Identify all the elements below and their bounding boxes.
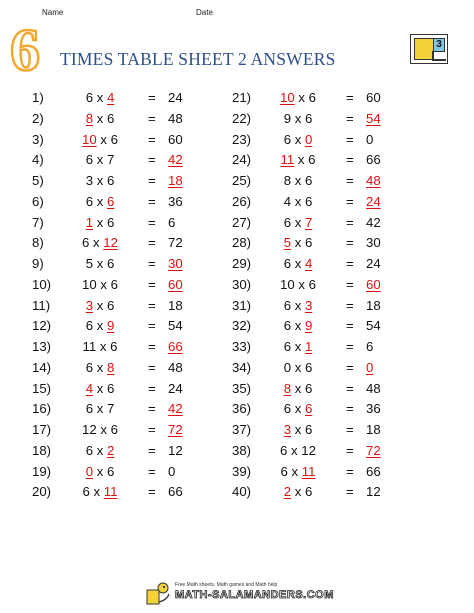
question-number: 32) [232, 318, 252, 334]
factor-a: 6 [85, 401, 94, 417]
times-sign: x [93, 173, 107, 188]
factor-a: 10 [82, 131, 97, 147]
factor-b: 6 [304, 173, 313, 188]
multiplication-expression [86, 192, 115, 212]
times-sign: x [93, 110, 107, 126]
factor-a: 1 [85, 214, 94, 230]
multiplication-expression [280, 88, 316, 108]
multiplication-expression [284, 337, 313, 357]
factor-b: 6 [304, 235, 313, 251]
footer-tagline: Free Math sheets, Math games and Math help [175, 582, 278, 588]
product-value: 30 [366, 235, 381, 251]
multiplication-expression [284, 171, 313, 191]
product-value: 72 [168, 422, 183, 437]
equals-sign: = [346, 90, 354, 105]
product-value: 42 [168, 152, 183, 168]
salamander-mascot-icon [145, 580, 171, 606]
question-number: 28) [232, 235, 252, 251]
times-sign: x [93, 152, 107, 168]
product-value: 24 [168, 380, 183, 396]
factor-a: 6 [85, 152, 94, 168]
product-value: 48 [366, 173, 381, 188]
multiplication-expression [281, 150, 316, 170]
question-number: 19) [32, 463, 52, 479]
factor-a: 12 [82, 422, 97, 437]
equals-sign: = [148, 359, 156, 375]
times-sign: x [291, 339, 305, 354]
multiplication-expression [86, 150, 115, 170]
equals-sign: = [346, 235, 354, 251]
product-value: 24 [366, 193, 381, 209]
times-sign: x [93, 359, 107, 375]
multiplication-expression [86, 109, 115, 129]
factor-a: 6 [85, 90, 94, 105]
question-number: 25) [232, 173, 252, 188]
equals-sign: = [148, 297, 156, 313]
equals-sign: = [148, 173, 156, 188]
product-value: 66 [366, 152, 381, 168]
factor-b: 2 [106, 442, 115, 458]
times-sign: x [291, 359, 305, 375]
big-number-six: 6 [10, 17, 40, 83]
factor-a: 8 [283, 380, 292, 396]
multiplication-expression [86, 399, 115, 419]
factor-b: 8 [106, 359, 115, 375]
question-number: 23) [232, 131, 252, 147]
question-number: 39) [232, 463, 252, 479]
question-number: 1) [32, 90, 44, 105]
factor-a: 6 [283, 401, 292, 417]
book-icon [414, 38, 434, 60]
factor-a: 6 [283, 339, 292, 354]
question-number: 5) [32, 173, 44, 188]
product-value: 18 [168, 173, 183, 188]
equals-sign: = [148, 484, 156, 500]
factor-a: 11 [280, 152, 295, 168]
multiplication-expression [281, 462, 316, 482]
question-number: 3) [32, 131, 44, 147]
times-sign: x [291, 297, 305, 313]
multiplication-expression [86, 296, 115, 316]
factor-a: 0 [283, 359, 292, 375]
equals-sign: = [346, 110, 354, 126]
equals-sign: = [148, 276, 156, 292]
question-number: 9) [32, 256, 44, 271]
equals-sign: = [346, 297, 354, 313]
equals-sign: = [148, 193, 156, 209]
multiplication-expression [82, 420, 118, 440]
equals-sign: = [346, 152, 354, 168]
factor-a: 6 [85, 318, 94, 334]
times-sign: x [96, 131, 111, 147]
product-value: 54 [366, 110, 381, 126]
equals-sign: = [346, 339, 354, 354]
factor-b: 9 [106, 318, 115, 334]
factor-a: 4 [283, 193, 292, 209]
equals-sign: = [346, 214, 354, 230]
question-number: 21) [232, 90, 252, 105]
factor-b: 6 [304, 359, 313, 375]
multiplication-expression [82, 275, 118, 295]
factor-b: 0 [304, 131, 313, 147]
factor-b: 9 [304, 318, 313, 334]
question-number: 22) [232, 110, 252, 126]
question-number: 30) [232, 276, 252, 292]
multiplication-expression [280, 441, 316, 461]
times-sign: x [291, 422, 305, 437]
factor-b: 4 [106, 90, 115, 105]
equals-sign: = [148, 422, 156, 437]
product-value: 66 [168, 484, 183, 500]
equals-sign: = [148, 380, 156, 396]
product-value: 60 [366, 90, 381, 105]
footer-brand: MATH-SALAMANDERS.COM [175, 589, 334, 601]
product-value: 60 [168, 276, 183, 292]
question-number: 2) [32, 110, 44, 126]
multiplication-expression [280, 275, 316, 295]
equals-sign: = [148, 90, 156, 105]
equals-sign: = [346, 193, 354, 209]
equals-sign: = [346, 422, 354, 437]
times-sign: x [291, 401, 305, 417]
equals-sign: = [346, 173, 354, 188]
product-value: 72 [366, 442, 381, 458]
equals-sign: = [148, 131, 156, 147]
factor-b: 6 [304, 484, 313, 500]
question-number: 11) [32, 297, 51, 313]
question-number: 6) [32, 193, 44, 209]
factor-a: 6 [283, 297, 292, 313]
product-value: 6 [168, 214, 176, 230]
product-value: 0 [168, 463, 176, 479]
factor-a: 8 [85, 110, 94, 126]
question-number: 15) [32, 380, 52, 396]
factor-a: 4 [85, 380, 94, 396]
factor-b: 3 [304, 297, 313, 313]
factor-b: 6 [308, 152, 316, 168]
page-title: TIMES TABLE SHEET 2 ANSWERS [60, 49, 336, 69]
logo-number: 3 [433, 38, 445, 52]
times-sign: x [294, 152, 309, 168]
product-value: 18 [366, 422, 381, 437]
multiplication-expression [284, 192, 313, 212]
product-value: 48 [168, 359, 183, 375]
times-sign: x [294, 276, 309, 292]
equals-sign: = [148, 463, 156, 479]
times-sign: x [291, 131, 305, 147]
multiplication-expression [86, 358, 115, 378]
multiplication-expression [284, 399, 313, 419]
times-sign: x [93, 193, 107, 209]
factor-a: 6 [82, 484, 90, 500]
math-salamanders-logo [410, 34, 448, 64]
product-value: 66 [168, 339, 183, 354]
equals-sign: = [148, 318, 156, 334]
factor-a: 10 [280, 276, 295, 292]
times-sign: x [287, 463, 302, 479]
factor-a: 11 [82, 339, 97, 354]
factor-b: 6 [304, 422, 313, 437]
times-sign: x [96, 339, 111, 354]
factor-a: 10 [280, 90, 295, 105]
multiplication-expression [284, 379, 313, 399]
factor-a: 6 [283, 214, 292, 230]
times-sign: x [291, 173, 305, 188]
factor-a: 5 [85, 256, 94, 271]
product-value: 0 [366, 359, 374, 375]
factor-b: 1 [304, 339, 313, 354]
factor-a: 3 [85, 173, 94, 188]
name-label: Name [42, 8, 64, 17]
factor-b: 6 [106, 256, 115, 271]
times-sign: x [96, 422, 111, 437]
times-sign: x [291, 193, 305, 209]
factor-b: 12 [103, 235, 118, 251]
factor-b: 6 [110, 131, 118, 147]
factor-b: 11 [103, 484, 118, 500]
equals-sign: = [346, 442, 354, 458]
product-value: 18 [168, 297, 183, 313]
factor-a: 6 [85, 193, 94, 209]
question-number: 34) [232, 359, 252, 375]
question-number: 7) [32, 214, 44, 230]
factor-a: 8 [283, 173, 292, 188]
factor-b: 6 [106, 297, 115, 313]
factor-b: 12 [301, 442, 316, 458]
times-sign: x [93, 442, 107, 458]
factor-b: 11 [301, 463, 316, 479]
times-sign: x [291, 214, 305, 230]
question-number: 35) [232, 380, 252, 396]
times-sign: x [291, 110, 305, 126]
multiplication-expression [86, 441, 115, 461]
factor-b: 6 [110, 276, 118, 292]
question-number: 17) [32, 422, 52, 437]
question-number: 26) [232, 193, 252, 209]
product-value: 24 [168, 90, 183, 105]
multiplication-expression [284, 254, 313, 274]
factor-b: 7 [106, 152, 115, 168]
factor-a: 10 [82, 276, 97, 292]
equals-sign: = [346, 484, 354, 500]
equals-sign: = [346, 276, 354, 292]
factor-b: 6 [304, 110, 313, 126]
multiplication-expression [284, 130, 313, 150]
equals-sign: = [346, 359, 354, 375]
equals-sign: = [148, 256, 156, 271]
product-value: 42 [366, 214, 381, 230]
multiplication-expression [86, 88, 115, 108]
times-sign: x [93, 318, 107, 334]
question-number: 40) [232, 484, 252, 500]
times-sign: x [89, 235, 104, 251]
product-value: 72 [168, 235, 183, 251]
equals-sign: = [346, 463, 354, 479]
factor-b: 6 [308, 90, 316, 105]
factor-a: 6 [85, 442, 94, 458]
question-number: 4) [32, 152, 44, 168]
times-sign: x [291, 380, 305, 396]
question-number: 38) [232, 442, 252, 458]
times-sign: x [93, 214, 107, 230]
question-number: 12) [32, 318, 52, 334]
factor-b: 6 [106, 463, 115, 479]
times-sign: x [291, 235, 305, 251]
product-value: 36 [366, 401, 381, 417]
product-value: 48 [366, 380, 381, 396]
times-sign: x [291, 318, 305, 334]
multiplication-expression [284, 296, 313, 316]
product-value: 48 [168, 110, 183, 126]
multiplication-expression [86, 316, 115, 336]
multiplication-expression [86, 379, 115, 399]
times-sign: x [291, 256, 305, 271]
multiplication-expression [284, 316, 313, 336]
factor-b: 7 [304, 214, 313, 230]
product-value: 30 [168, 256, 183, 271]
equals-sign: = [346, 401, 354, 417]
times-sign: x [89, 484, 104, 500]
question-number: 14) [32, 359, 52, 375]
equals-sign: = [148, 214, 156, 230]
factor-a: 6 [280, 463, 288, 479]
factor-b: 4 [304, 256, 313, 271]
times-sign: x [291, 484, 305, 500]
factor-a: 9 [283, 110, 292, 126]
factor-b: 6 [304, 380, 313, 396]
question-number: 13) [32, 339, 52, 354]
factor-a: 6 [280, 442, 288, 458]
multiplication-expression [83, 482, 118, 502]
multiplication-expression [284, 358, 313, 378]
product-value: 42 [168, 401, 183, 417]
multiplication-expression [284, 109, 313, 129]
factor-b: 6 [110, 339, 118, 354]
question-number: 36) [232, 401, 252, 417]
equals-sign: = [346, 318, 354, 334]
multiplication-expression [86, 171, 115, 191]
factor-a: 3 [283, 422, 292, 437]
times-sign: x [93, 297, 107, 313]
question-number: 18) [32, 442, 52, 458]
factor-a: 6 [283, 318, 292, 334]
factor-b: 6 [106, 173, 115, 188]
times-sign: x [294, 90, 309, 105]
factor-b: 6 [106, 193, 115, 209]
equals-sign: = [346, 380, 354, 396]
product-value: 60 [168, 131, 183, 147]
product-value: 0 [366, 131, 374, 147]
times-sign: x [287, 442, 302, 458]
factor-b: 6 [304, 193, 313, 209]
question-number: 20) [32, 484, 52, 500]
multiplication-expression [284, 420, 313, 440]
question-number: 33) [232, 339, 252, 354]
product-value: 24 [366, 256, 381, 271]
multiplication-expression [83, 337, 118, 357]
product-value: 6 [366, 339, 374, 354]
equals-sign: = [148, 442, 156, 458]
multiplication-expression [82, 233, 118, 253]
factor-b: 6 [106, 110, 115, 126]
question-number: 16) [32, 401, 52, 417]
times-sign: x [93, 90, 107, 105]
equals-sign: = [148, 110, 156, 126]
multiplication-expression [86, 462, 115, 482]
factor-a: 0 [85, 463, 94, 479]
times-sign: x [93, 380, 107, 396]
chart-icon [432, 51, 446, 61]
factor-a: 6 [283, 131, 292, 147]
question-number: 8) [32, 235, 44, 251]
question-number: 27) [232, 214, 252, 230]
factor-b: 6 [304, 401, 313, 417]
times-sign: x [93, 463, 107, 479]
factor-b: 6 [110, 422, 118, 437]
multiplication-expression [284, 482, 313, 502]
product-value: 12 [168, 442, 183, 458]
times-sign: x [96, 276, 111, 292]
product-value: 18 [366, 297, 381, 313]
question-number: 31) [232, 297, 252, 313]
footer [145, 580, 335, 606]
factor-b: 6 [106, 214, 115, 230]
factor-a: 3 [85, 297, 94, 313]
product-value: 66 [366, 463, 381, 479]
question-number: 37) [232, 422, 252, 437]
multiplication-expression [86, 254, 115, 274]
product-value: 54 [168, 318, 183, 334]
product-value: 12 [366, 484, 381, 500]
factor-b: 7 [106, 401, 115, 417]
question-number: 10) [32, 276, 52, 292]
factor-a: 6 [283, 256, 292, 271]
factor-b: 6 [106, 380, 115, 396]
product-value: 54 [366, 318, 381, 334]
equals-sign: = [148, 152, 156, 168]
multiplication-expression [284, 213, 313, 233]
factor-a: 6 [85, 359, 94, 375]
multiplication-expression [284, 233, 313, 253]
equals-sign: = [346, 256, 354, 271]
equals-sign: = [148, 235, 156, 251]
question-number: 29) [232, 256, 252, 271]
date-label: Date [196, 8, 213, 17]
equals-sign: = [346, 131, 354, 147]
factor-a: 5 [283, 235, 292, 251]
factor-a: 2 [283, 484, 292, 500]
product-value: 60 [366, 276, 381, 292]
multiplication-expression [86, 213, 115, 233]
factor-b: 6 [308, 276, 316, 292]
times-sign: x [93, 256, 107, 271]
equals-sign: = [148, 401, 156, 417]
product-value: 36 [168, 193, 183, 209]
question-number: 24) [232, 152, 252, 168]
multiplication-expression [82, 130, 118, 150]
factor-a: 6 [82, 235, 90, 251]
equals-sign: = [148, 339, 156, 354]
times-sign: x [93, 401, 107, 417]
